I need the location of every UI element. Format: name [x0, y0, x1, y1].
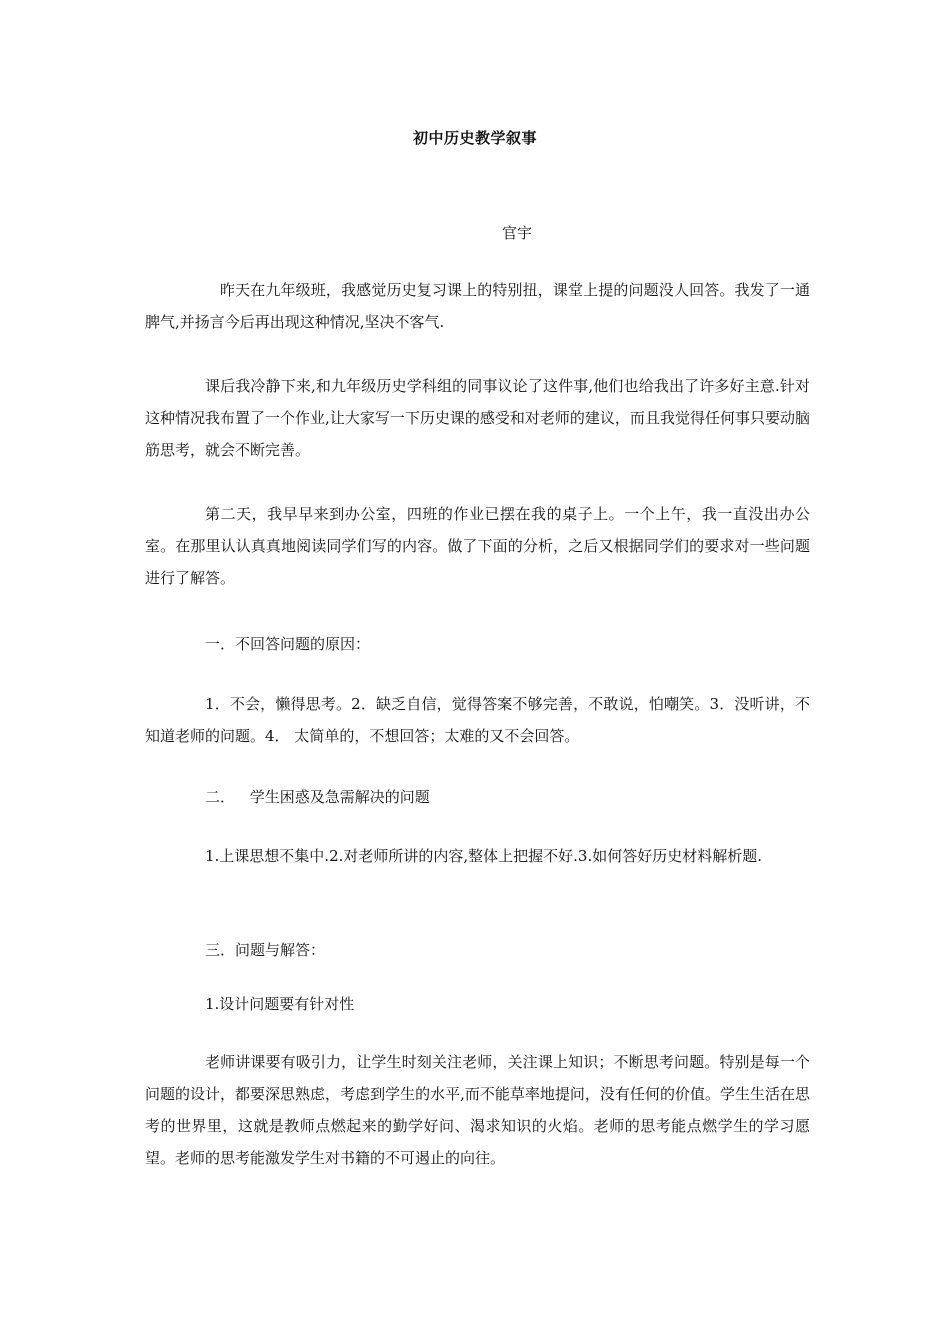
- document-author: 官宇: [502, 224, 533, 242]
- paragraph: 1.上课思想不集中.2.对老师所讲的内容,整体上把握不好.3.如何答好历史材料解析题.: [205, 847, 763, 865]
- paragraph: 昨天在九年级班，我感觉历史复习课上的特别扭，课堂上提的问题没人回答。我发了一通脾气,并扬言今后再出现这种情况,坚决不客气.: [145, 281, 810, 331]
- paragraph: 老师讲课要有吸引力，让学生时刻关注老师，关注课上知识；不断思考问题。特别是每一个问题的设计，都要深思熟虑，考虑到学生的水平,而不能草率地提问，没有任何的价值。学生生活在思考的世界里，这就是教师点燃起来的勤学好问、渴求知识的火焰。老师的思考能点燃学生的学习愿望。老师的思考能激发学生对书籍的不可遏止的向往。: [145, 1053, 810, 1167]
- paragraph: 课后我冷静下来,和九年级历史学科组的同事议论了这件事,他们也给我出了许多好主意.针对这种情况我布置了一个作业,让大家写一下历史课的感受和对老师的建议，而且我觉得任何事只要动脑筋思考，就会不断完善。: [145, 377, 810, 459]
- document-title: 初中历史教学叙事: [412, 129, 537, 147]
- paragraph: 第二天，我早早来到办公室，四班的作业已摆在我的桌子上。一个上午，我一直没出办公室。在那里认认真真地阅读同学们写的内容。做了下面的分析，之后又根据同学们的要求对一些问题进行了解答。: [145, 505, 810, 587]
- paragraph: 1．不会，懒得思考。2．缺乏自信，觉得答案不够完善，不敢说，怕嘲笑。3．没听讲，不知道老师的问题。4． 太简单的，不想回答；太难的又不会回答。: [145, 695, 810, 745]
- section-heading-2: 二． 学生困惑及急需解决的问题: [205, 788, 430, 806]
- subheading: 1.设计问题要有针对性: [205, 995, 355, 1013]
- section-heading-1: 一．不回答问题的原因：: [205, 635, 371, 653]
- section-heading-3: 三．问题与解答：: [205, 941, 326, 959]
